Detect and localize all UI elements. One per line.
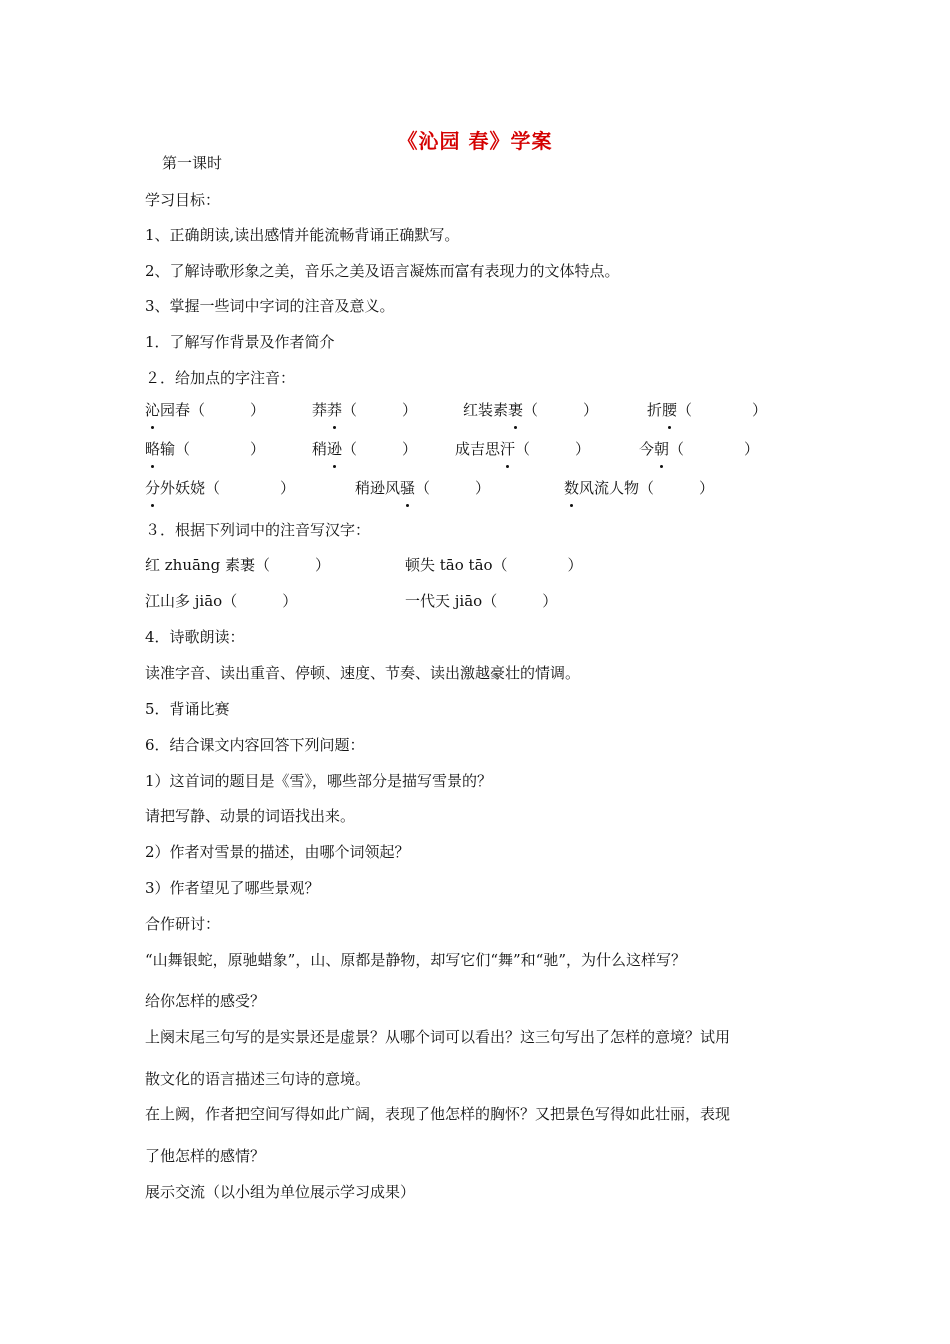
coop-line: 散文化的语言描述三句诗的意境。: [145, 1070, 371, 1088]
coop-line: “山舞银蛇，原驰蜡象”，山、原都是静物，却写它们“舞”和“驰”，为什么这样写？: [145, 951, 687, 969]
phonetic-item: 略输（ ）: [145, 437, 265, 461]
pinyin-row: [0, 553, 950, 577]
dotted-char: 汗: [500, 437, 515, 461]
goals-heading: 学习目标：: [145, 191, 221, 209]
question-line: 2）作者对雪景的描述，由哪个词领起？: [145, 843, 410, 861]
item-heading: ３．根据下列词中的注音写汉字：: [145, 521, 371, 539]
lesson-label: 第一课时: [162, 154, 223, 172]
phonetic-item: 折腰（ ）: [647, 398, 767, 422]
question-line: 3）作者望见了哪些景观？: [145, 879, 320, 897]
dotted-char: 略: [145, 437, 160, 461]
dotted-char: 骚: [400, 476, 415, 500]
question-line: 1）这首词的题目是《雪》，哪些部分是描写雪景的？: [145, 772, 493, 790]
goal-line: 2、了解诗歌形象之美，音乐之美及语言凝炼而富有表现力的文体特点。: [145, 262, 620, 280]
item-heading: ２．给加点的字注音：: [145, 369, 296, 387]
phonetic-row: [0, 398, 950, 422]
phonetic-row: [0, 476, 950, 500]
dotted-char: 莽: [327, 398, 342, 422]
phonetic-item: 数风流人物（ ）: [564, 476, 714, 500]
question-line: 请把写静、动景的词语找出来。: [145, 807, 356, 825]
phonetic-item: 稍逊（ ）: [312, 437, 417, 461]
pinyin-item: 一代天 jiāo（ ）: [405, 592, 558, 610]
goal-line: 3、掌握一些词中字词的注音及意义。: [145, 297, 395, 315]
coop-heading: 合作研讨：: [145, 915, 221, 933]
pinyin-item: 红 zhuāng 素裹（ ）: [145, 556, 330, 574]
item-heading: 1．了解写作背景及作者简介: [145, 333, 335, 351]
phonetic-item: 莽莽（ ）: [312, 398, 417, 422]
coop-line: 了他怎样的感情？: [145, 1147, 266, 1165]
phonetic-item: 成吉思汗（ ）: [455, 437, 590, 461]
goal-line: 1、正确朗读,读出感情并能流畅背诵正确默写。: [145, 226, 460, 244]
coop-line: 上阕末尾三句写的是实景还是虚景？从哪个词可以看出？这三句写出了怎样的意境？试用: [145, 1028, 731, 1046]
dotted-char: 分: [145, 476, 160, 500]
dotted-char: 逊: [327, 437, 342, 461]
phonetic-item: 沁园春（ ）: [145, 398, 265, 422]
coop-line: 在上阙，作者把空间写得如此广阔，表现了他怎样的胸怀？又把景色写得如此壮丽，表现: [145, 1105, 731, 1123]
share-line: 展示交流（以小组为单位展示学习成果）: [145, 1183, 416, 1201]
phonetic-item: 红装素裹（ ）: [463, 398, 598, 422]
body-line: 读准字音、读出重音、停顿、速度、节奏、读出激越豪壮的情调。: [145, 664, 581, 682]
phonetic-row: [0, 437, 950, 461]
item-heading: 6．结合课文内容回答下列问题：: [145, 736, 365, 754]
dotted-char: 朝: [654, 437, 669, 461]
page-title: 《沁园 春》学案: [397, 129, 553, 153]
pinyin-row: [0, 589, 950, 613]
phonetic-item: 今朝（ ）: [639, 437, 759, 461]
item-heading: 4．诗歌朗读：: [145, 628, 245, 646]
coop-line: 给你怎样的感受？: [145, 992, 266, 1010]
pinyin-item: 江山多 jiāo（ ）: [145, 592, 298, 610]
item-heading: 5．背诵比赛: [145, 700, 230, 718]
dotted-char: 沁: [145, 398, 160, 422]
dotted-char: 腰: [662, 398, 677, 422]
phonetic-item: 分外妖娆（ ）: [145, 476, 295, 500]
pinyin-item: 顿失 tāo tāo（ ）: [405, 556, 583, 574]
phonetic-item: 稍逊风骚（ ）: [355, 476, 490, 500]
dotted-char: 数: [564, 476, 579, 500]
dotted-char: 裹: [508, 398, 523, 422]
